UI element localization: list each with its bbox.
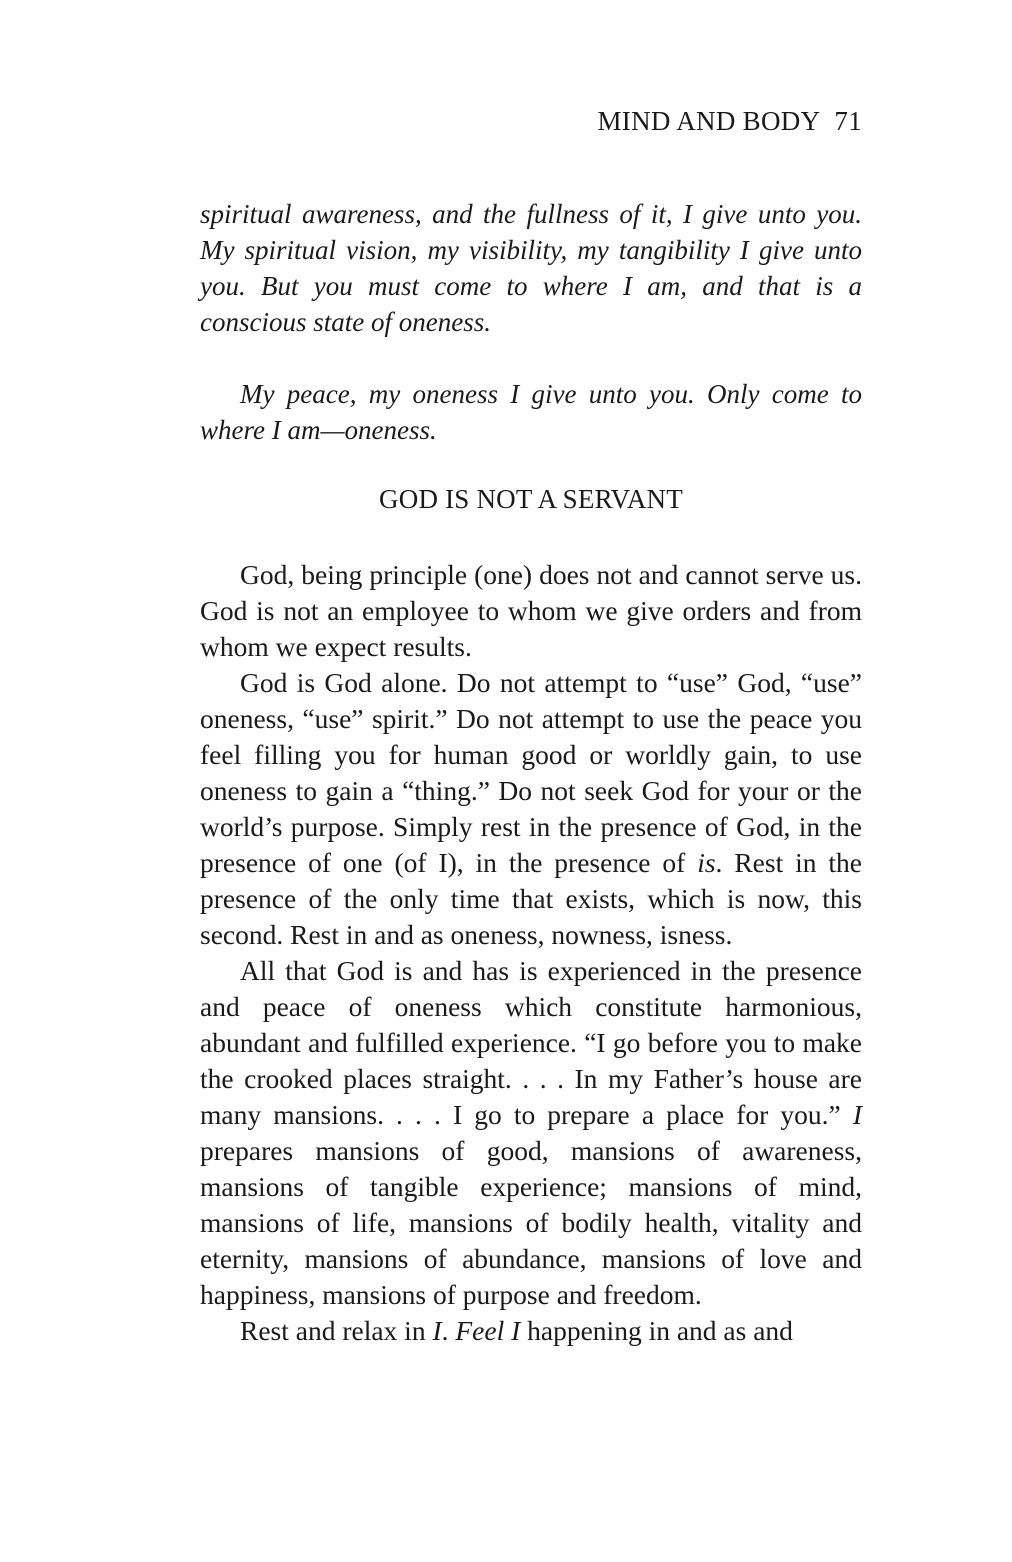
text-run: happening in and as and	[520, 1315, 793, 1346]
emphasis-i: I	[852, 1099, 862, 1130]
emphasis-i: I	[432, 1315, 442, 1346]
body-text	[200, 557, 862, 1349]
quote-paragraph: My peace, my oneness I give unto you. Only come to where I am—oneness.	[200, 379, 862, 445]
body-paragraph	[200, 665, 862, 953]
italic-quote-block	[200, 196, 862, 448]
text-run: Rest and relax in	[240, 1315, 433, 1346]
body-paragraph: God, being principle (one) does not and cannot serve us. God is not an employee to whom we give orders and from whom we expect results.	[200, 559, 862, 662]
running-head	[597, 106, 862, 137]
text-run: All that God is and has is experienced in the presence and peace of oneness which constitute harmonious, abundant and fulfilled experience. “I go before you to make the crooked places straight. . . . In my Father’s house are many mansions. . . . I go to prepare a place for you.”	[200, 955, 862, 1130]
quote-paragraph: spiritual awareness, and the fullness of it, I give unto you. My spiritual vision, my visibility, my tangibility I give unto you. But you must come to where I am, and that is a conscious state of oneness.	[200, 199, 862, 337]
emphasis-feel-i: Feel I	[455, 1315, 521, 1346]
text-run: God is God alone. Do not attempt to “use” God, “use” oneness, “use” spirit.” Do not attempt to use the peace you feel filling you for human good or worldly gain, to use oneness to gain a “thing.” Do not seek God for your or the world’s purpose. Simply rest in the presence of God, in the presence of one (of I), in the presence of	[200, 667, 862, 878]
page-number: 71	[834, 106, 862, 136]
text-run: prepares mansions of good, mansions of awareness, mansions of tangible experience; mansions of mind, mansions of life, mansions of bodily health, vitality and eternity, mansions of abundance, mansions of love and happiness, mansions of purpose and freedom.	[200, 1135, 862, 1310]
section-heading: GOD IS NOT A SERVANT	[379, 484, 683, 514]
body-paragraph	[200, 953, 862, 1313]
emphasis-is: is	[697, 847, 716, 878]
running-title: MIND AND BODY	[597, 106, 821, 136]
text-run: . Rest in the presence of the only time that exists, which is now, this second. Rest in and as oneness, nowness, isness.	[200, 847, 862, 950]
body-paragraph	[200, 1313, 862, 1349]
text-run: .	[441, 1315, 456, 1346]
